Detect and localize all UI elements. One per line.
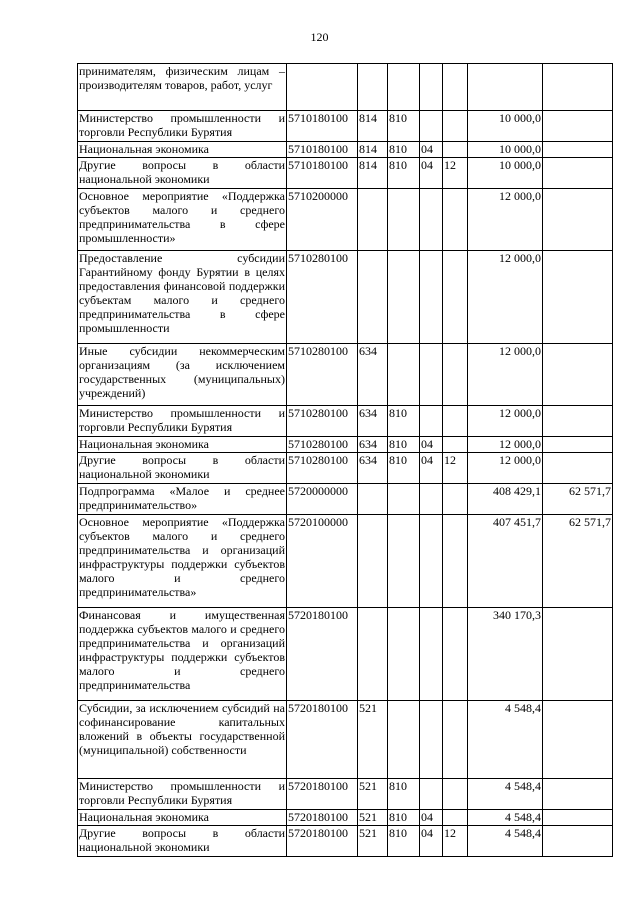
target-code: 5720180100: [287, 608, 358, 701]
ministry-code: [388, 701, 420, 779]
expense-type: 634: [358, 406, 388, 437]
target-code: 5710180100: [287, 158, 358, 189]
row-name: Национальная экономика: [78, 142, 287, 158]
ministry-code: 810: [388, 111, 420, 142]
ministry-code: [388, 189, 420, 251]
amount-total: 4 548,4: [468, 810, 543, 826]
amount-federal: [543, 251, 613, 344]
table-row: [78, 453, 613, 484]
amount-federal: [543, 406, 613, 437]
row-name: Подпрограмма «Малое и среднее предпринимательство»: [78, 484, 287, 515]
row-name: Основное мероприятие «Поддержка субъектов малого и среднего предпринимательства в сфере промышленности»: [78, 189, 287, 251]
amount-total: 12 000,0: [468, 437, 543, 453]
amount-total: 12 000,0: [468, 251, 543, 344]
subsection-code: [443, 437, 468, 453]
table-row: [78, 142, 613, 158]
row-name: Национальная экономика: [78, 810, 287, 826]
subsection-code: [443, 111, 468, 142]
amount-federal: [543, 189, 613, 251]
amount-federal: [543, 779, 613, 810]
expense-type: [358, 64, 388, 111]
amount-total: 407 451,7: [468, 515, 543, 608]
amount-total: 408 429,1: [468, 484, 543, 515]
ministry-code: 810: [388, 453, 420, 484]
expense-type: 521: [358, 779, 388, 810]
section-code: [420, 701, 443, 779]
amount-total: [468, 64, 543, 111]
subsection-code: [443, 484, 468, 515]
ministry-code: 810: [388, 142, 420, 158]
section-code: [420, 406, 443, 437]
ministry-code: 810: [388, 826, 420, 857]
section-code: 04: [420, 142, 443, 158]
page-number: 120: [310, 30, 329, 44]
subsection-code: 12: [443, 453, 468, 484]
subsection-code: [443, 251, 468, 344]
subsection-code: [443, 608, 468, 701]
expense-type: 521: [358, 701, 388, 779]
table-row: [78, 779, 613, 810]
amount-federal: [543, 142, 613, 158]
row-name: Предоставление субсидии Гарантийному фонду Бурятии в целях предоставления финансовой поддержки субъектам малого и среднего предпринимательства в сфере промышленности: [78, 251, 287, 344]
expense-type: 814: [358, 158, 388, 189]
amount-total: 12 000,0: [468, 406, 543, 437]
table-row: [78, 406, 613, 437]
target-code: 5710280100: [287, 344, 358, 406]
table-row: [78, 515, 613, 608]
amount-federal: [543, 344, 613, 406]
expense-type: 814: [358, 111, 388, 142]
table-row: [78, 810, 613, 826]
expense-type: 634: [358, 453, 388, 484]
section-code: [420, 515, 443, 608]
table-row: [78, 251, 613, 344]
row-name: Иные субсидии некоммерческим организациям (за исключением государственных (муниципальных) учреждений): [78, 344, 287, 406]
ministry-code: [388, 344, 420, 406]
row-name: Национальная экономика: [78, 437, 287, 453]
target-code: 5720180100: [287, 810, 358, 826]
amount-federal: [543, 111, 613, 142]
subsection-code: 12: [443, 158, 468, 189]
section-code: [420, 64, 443, 111]
section-code: [420, 344, 443, 406]
amount-total: 12 000,0: [468, 453, 543, 484]
section-code: 04: [420, 810, 443, 826]
ministry-code: 810: [388, 158, 420, 189]
amount-total: 12 000,0: [468, 344, 543, 406]
target-code: 5710280100: [287, 453, 358, 484]
target-code: 5710200000: [287, 189, 358, 251]
subsection-code: [443, 406, 468, 437]
ministry-code: [388, 515, 420, 608]
row-name: Другие вопросы в области национальной экономики: [78, 826, 287, 857]
table-row: [78, 64, 613, 111]
subsection-code: [443, 810, 468, 826]
subsection-code: [443, 142, 468, 158]
table-row: [78, 437, 613, 453]
row-name: Министерство промышленности и торговли Республики Бурятия: [78, 779, 287, 810]
table-row: [78, 608, 613, 701]
ministry-code: [388, 484, 420, 515]
amount-total: 4 548,4: [468, 701, 543, 779]
row-name: Субсидии, за исключением субсидий на софинансирование капитальных вложений в объекты государственной (муниципальной) собственности: [78, 701, 287, 779]
subsection-code: [443, 701, 468, 779]
amount-federal: [543, 608, 613, 701]
section-code: [420, 251, 443, 344]
subsection-code: 12: [443, 826, 468, 857]
amount-total: 12 000,0: [468, 189, 543, 251]
amount-federal: [543, 158, 613, 189]
expense-type: [358, 484, 388, 515]
target-code: 5710180100: [287, 142, 358, 158]
ministry-code: 810: [388, 406, 420, 437]
section-code: 04: [420, 437, 443, 453]
amount-federal: [543, 701, 613, 779]
ministry-code: [388, 608, 420, 701]
table-row: [78, 344, 613, 406]
expense-type: 634: [358, 437, 388, 453]
target-code: 5720100000: [287, 515, 358, 608]
row-name: Министерство промышленности и торговли Республики Бурятия: [78, 111, 287, 142]
budget-table: [77, 63, 613, 857]
ministry-code: 810: [388, 810, 420, 826]
amount-federal: [543, 64, 613, 111]
target-code: 5710280100: [287, 437, 358, 453]
table-row: [78, 158, 613, 189]
section-code: 04: [420, 826, 443, 857]
row-name: Другие вопросы в области национальной экономики: [78, 158, 287, 189]
table-row: [78, 701, 613, 779]
amount-federal: 62 571,7: [543, 515, 613, 608]
ministry-code: 810: [388, 779, 420, 810]
expense-type: [358, 515, 388, 608]
target-code: 5720180100: [287, 826, 358, 857]
target-code: [287, 64, 358, 111]
table-row: [78, 826, 613, 857]
target-code: 5720180100: [287, 779, 358, 810]
expense-type: 521: [358, 826, 388, 857]
section-code: [420, 484, 443, 515]
section-code: [420, 779, 443, 810]
row-name: принимателям, физическим лицам – производителям товаров, работ, услуг: [78, 64, 287, 111]
expense-type: 814: [358, 142, 388, 158]
amount-federal: [543, 453, 613, 484]
subsection-code: [443, 515, 468, 608]
ministry-code: 810: [388, 437, 420, 453]
amount-federal: 62 571,7: [543, 484, 613, 515]
section-code: 04: [420, 158, 443, 189]
target-code: 5710180100: [287, 111, 358, 142]
amount-federal: [543, 826, 613, 857]
subsection-code: [443, 64, 468, 111]
expense-type: [358, 608, 388, 701]
expense-type: [358, 251, 388, 344]
subsection-code: [443, 189, 468, 251]
row-name: Министерство промышленности и торговли Республики Бурятия: [78, 406, 287, 437]
amount-total: 10 000,0: [468, 158, 543, 189]
expense-type: 634: [358, 344, 388, 406]
target-code: 5710280100: [287, 406, 358, 437]
expense-type: 521: [358, 810, 388, 826]
ministry-code: [388, 251, 420, 344]
target-code: 5710280100: [287, 251, 358, 344]
ministry-code: [388, 64, 420, 111]
amount-total: 4 548,4: [468, 826, 543, 857]
table-row: [78, 189, 613, 251]
section-code: [420, 608, 443, 701]
row-name: Финансовая и имущественная поддержка субъектов малого и среднего предпринимательства и организаций инфраструктуры поддержки субъектов малого и среднего предпринимательства: [78, 608, 287, 701]
amount-total: 10 000,0: [468, 111, 543, 142]
section-code: 04: [420, 453, 443, 484]
subsection-code: [443, 344, 468, 406]
amount-federal: [543, 810, 613, 826]
target-code: 5720000000: [287, 484, 358, 515]
expense-type: [358, 189, 388, 251]
row-name: Основное мероприятие «Поддержка субъектов малого и среднего предпринимательства и организаций инфраструктуры поддержки субъектов малого и среднего предпринимательства»: [78, 515, 287, 608]
section-code: [420, 189, 443, 251]
target-code: 5720180100: [287, 701, 358, 779]
row-name: Другие вопросы в области национальной экономики: [78, 453, 287, 484]
subsection-code: [443, 779, 468, 810]
amount-total: 4 548,4: [468, 779, 543, 810]
amount-total: 340 170,3: [468, 608, 543, 701]
section-code: [420, 111, 443, 142]
table-row: [78, 111, 613, 142]
amount-federal: [543, 437, 613, 453]
table-row: [78, 484, 613, 515]
amount-total: 10 000,0: [468, 142, 543, 158]
